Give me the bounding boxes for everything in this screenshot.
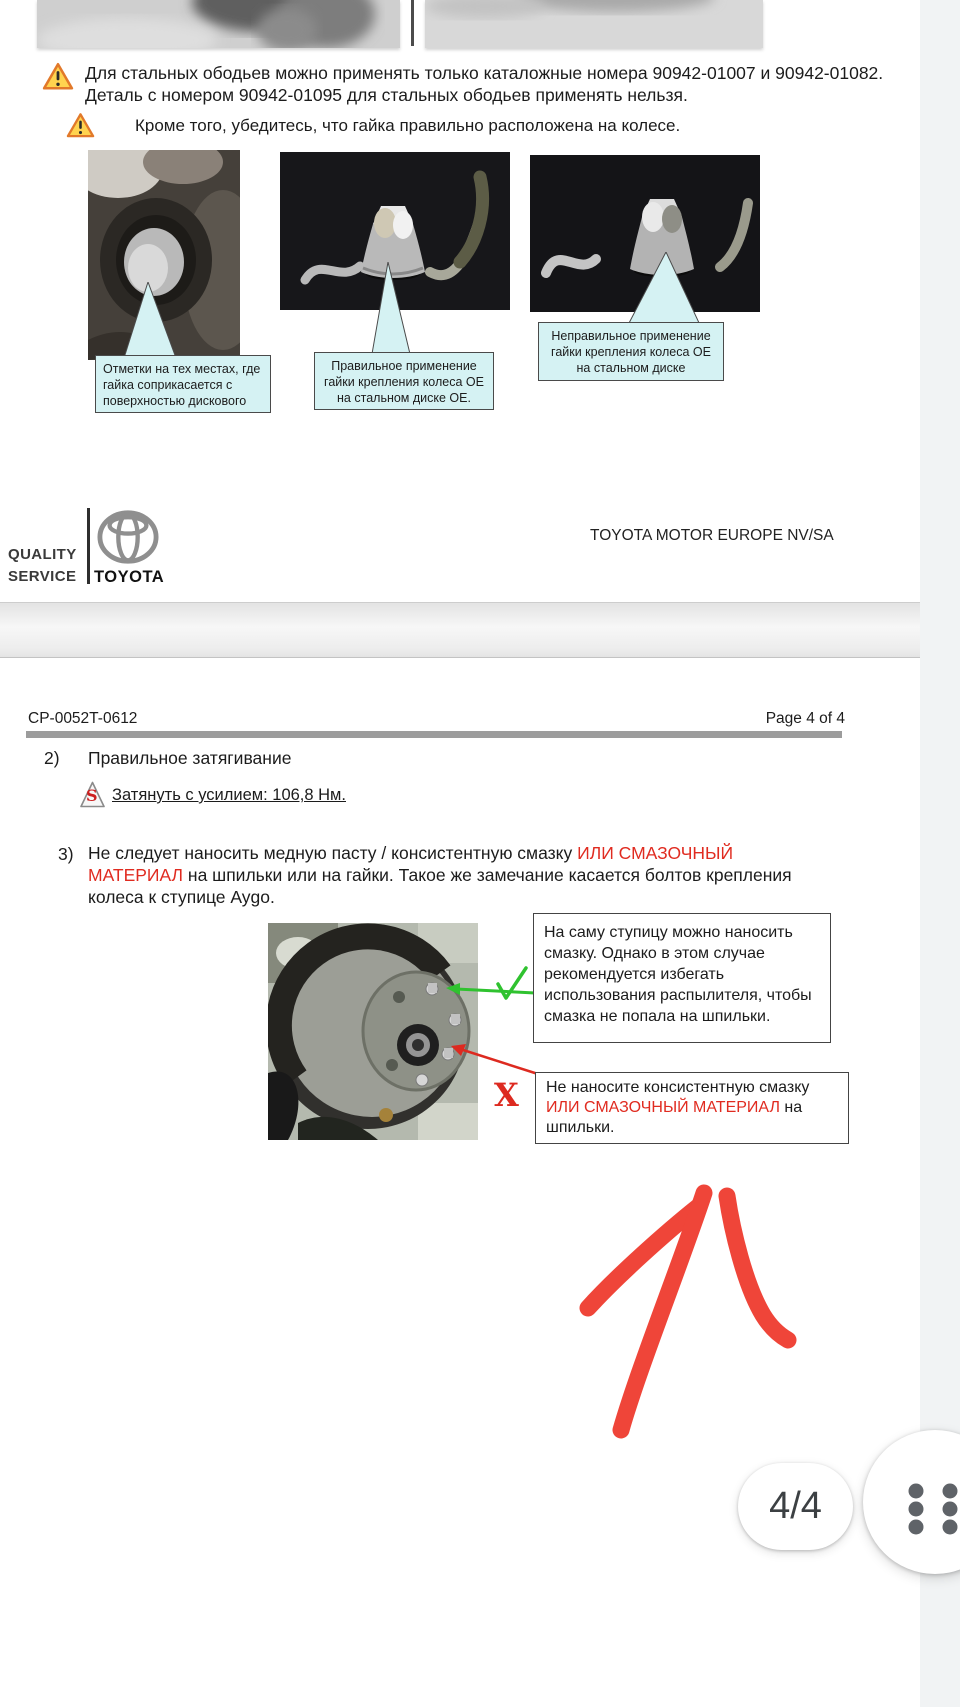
- page-indicator-pill: [738, 1463, 853, 1550]
- hub-grease-ok-note: На саму ступицу можно наносить смазку. Однако в этом случае рекомендуется избегать использования распылителя, чтобы смазка не попала на шпильки.: [533, 913, 831, 1043]
- callout-incorrect: Неправильное применение гайки крепления колеса OE на стальном диске: [538, 322, 724, 381]
- callout-correct: Правильное применение гайки крепления колеса OE на стальном диске OE.: [314, 352, 494, 410]
- callout-pointer: [118, 282, 182, 358]
- brake-hub-image: [268, 923, 478, 1140]
- x-mark: X: [494, 1076, 519, 1114]
- warning-icon: [66, 112, 95, 139]
- grid-menu-button[interactable]: [863, 1430, 960, 1574]
- callout-pointer: [366, 262, 418, 354]
- machinery-photo-image: [425, 0, 763, 48]
- item-3-text-red: ИЛИ СМАЗОЧНЫЙ МАТЕРИАЛ: [88, 843, 734, 885]
- handdrawn-red-arrow: [560, 1165, 810, 1455]
- footer-service-label: SERVICE: [8, 568, 77, 585]
- red-pointer-line: [448, 1040, 540, 1078]
- footer-company-name: TOYOTA MOTOR EUROPE NV/SA: [590, 527, 834, 544]
- callout-pointer: [626, 252, 704, 325]
- footer-quality-label: QUALITY: [8, 546, 77, 563]
- item-3-number: 3): [58, 844, 74, 864]
- no-box-red: ИЛИ СМАЗОЧНЫЙ МАТЕРИАЛ: [546, 1099, 780, 1116]
- doc-number: CP-0052T-0612: [28, 710, 138, 727]
- item-2-number: 2): [44, 748, 60, 768]
- page-separator: [0, 602, 920, 658]
- footer-toyota-wordmark: TOYOTA: [94, 568, 165, 586]
- item-3-text-black-2: на шпильки или на гайки. Такое же замечание касается болтов крепления колеса к ступице Aygo.: [88, 865, 792, 907]
- warning-icon: [42, 62, 74, 91]
- footer-divider-bar: [87, 508, 90, 584]
- item-3-text-black-1: Не следует наносить медную пасту / консистентную смазку: [88, 843, 578, 863]
- torque-value-text: Затянуть с усилием: 106,8 Нм.: [112, 786, 346, 804]
- torque-spec-s-letter: S: [86, 786, 98, 805]
- warning-1-line-1: Для стальных ободьев можно применять только каталожные номера 90942-01007 и 90942-01082.: [85, 63, 884, 83]
- warning-2-text: Кроме того, убедитесь, что гайка правильно расположена на колесе.: [135, 116, 681, 135]
- no-box-black-1: Не наносите консистентную смазку: [546, 1079, 810, 1096]
- header-rule: [26, 731, 842, 738]
- machinery-photo-image: [37, 0, 400, 48]
- page-indicator-text: 4/4: [769, 1485, 822, 1527]
- warning-1-text: [85, 62, 900, 106]
- photo-divider-line: [411, 0, 414, 46]
- page-number-label: Page 4 of 4: [765, 710, 845, 727]
- studs-grease-forbidden-note: [535, 1072, 849, 1144]
- callout-marks: Отметки на тех местах, где гайка соприкасается с поверхностью дискового: [95, 355, 271, 413]
- photo-hub-studs: [268, 923, 478, 1140]
- item-3-text: [88, 842, 796, 908]
- green-check-arrow-icon: [440, 966, 540, 1006]
- toyota-emblem-icon: [97, 508, 159, 566]
- item-2-text: Правильное затягивание: [88, 748, 292, 768]
- grid-dots-icon: [869, 1431, 960, 1575]
- no-box-black-2: на шпильки.: [546, 1099, 803, 1136]
- warning-1-line-2: Деталь с номером 90942-01095 для стальных ободьев применять нельзя.: [85, 85, 688, 105]
- top-photo-left: [37, 0, 400, 48]
- top-photo-right: [425, 0, 763, 48]
